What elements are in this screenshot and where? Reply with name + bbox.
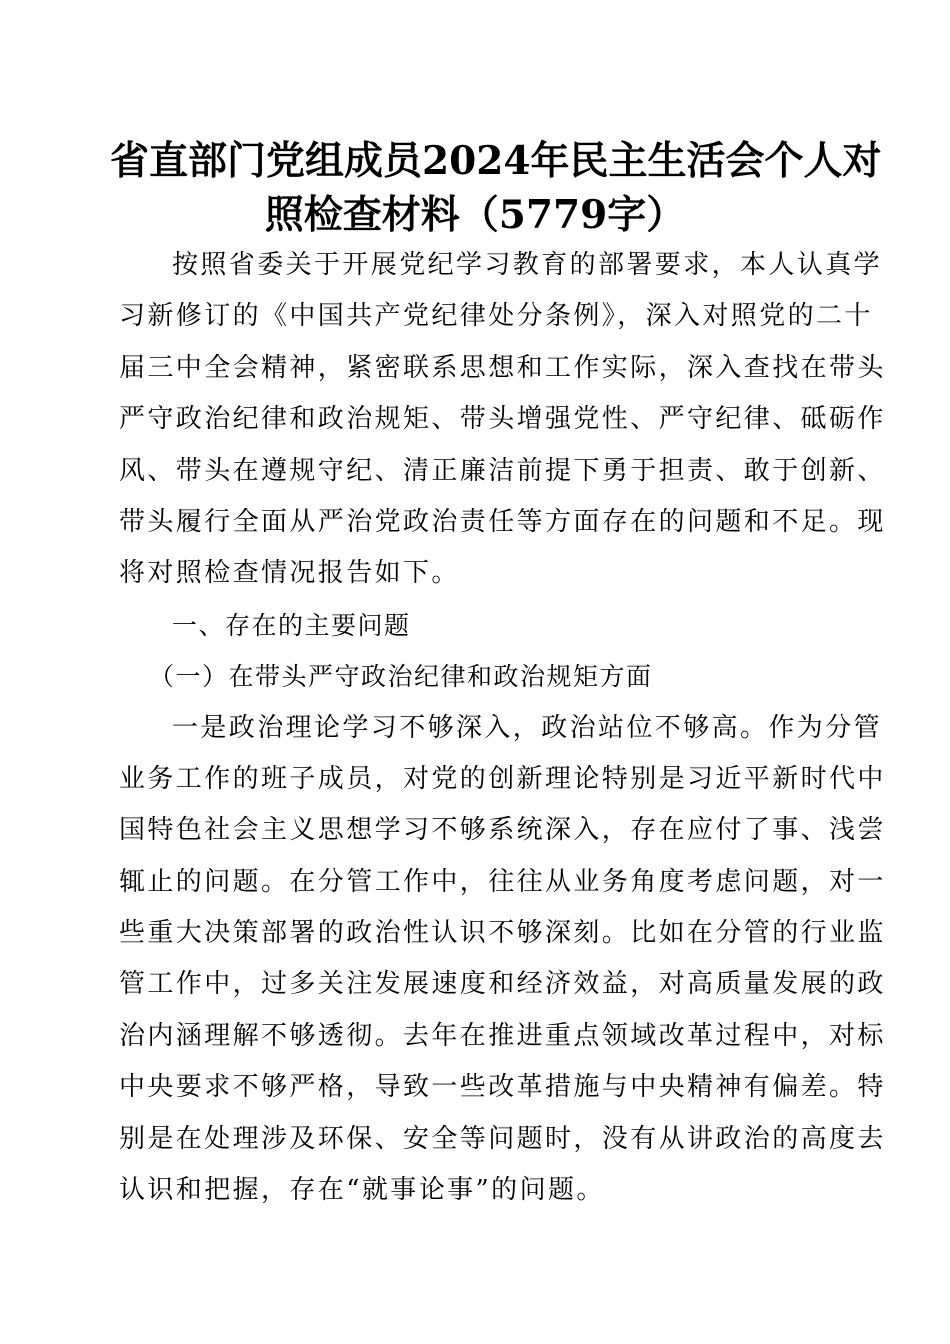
intro-line: 将对照检查情况报告如下。 <box>119 558 460 589</box>
paragraph-line: 管工作中，过多关注发展速度和经济效益，对高质量发展的政 <box>119 969 886 1000</box>
paragraph-line: 国特色社会主义思想学习不够系统深入，存在应付了事、浅尝 <box>119 815 886 846</box>
section-heading: 一、存在的主要问题 <box>172 610 411 640</box>
intro-line: 届三中全会精神，紧密联系思想和工作实际，深入查找在带头 <box>119 352 886 383</box>
paragraph-line: 中央要求不够严格，导致一些改革措施与中央精神有偏差。特 <box>119 1072 886 1103</box>
intro-line: 严守政治纪律和政治规矩、带头增强党性、严守纪律、砥砺作 <box>119 404 886 435</box>
paragraph-line: 别是在处理涉及环保、安全等问题时，没有从讲政治的高度去 <box>119 1123 886 1154</box>
intro-line: 习新修订的《中国共产党纪律处分条例》，深入对照党的二十 <box>119 301 873 332</box>
paragraph-line: 辄止的问题。在分管工作中，往往从业务角度考虑问题，对一 <box>119 866 886 897</box>
intro-line: 按照省委关于开展党纪学习教育的部署要求，本人认真学 <box>172 250 883 280</box>
intro-line: 带头履行全面从严治党政治责任等方面存在的问题和不足。现 <box>119 506 886 537</box>
document-body <box>119 240 886 1216</box>
subsection-heading: （一）在带头严守政治纪律和政治规矩方面 <box>149 662 653 692</box>
title-line-1: 省直部门党组成员2024年民主生活会个人对 <box>110 138 882 184</box>
title-line-2: 照检查材料（5779字） <box>264 192 686 238</box>
paragraph-line: 认识和把握，存在“就事论事”的问题。 <box>119 1175 605 1206</box>
paragraph-line: 一是政治理论学习不够深入，政治站位不够高。作为分管 <box>172 712 883 743</box>
intro-line: 风、带头在遵规守纪、清正廉洁前提下勇于担责、敢于创新、 <box>119 455 886 486</box>
paragraph-line: 业务工作的班子成员，对党的创新理论特别是习近平新时代中 <box>119 763 886 794</box>
paragraph-line: 些重大决策部署的政治性认识不够深刻。比如在分管的行业监 <box>119 918 886 949</box>
paragraph-line: 治内涵理解不够透彻。去年在推进重点领域改革过程中，对标 <box>119 1020 886 1051</box>
document-title <box>110 134 882 242</box>
